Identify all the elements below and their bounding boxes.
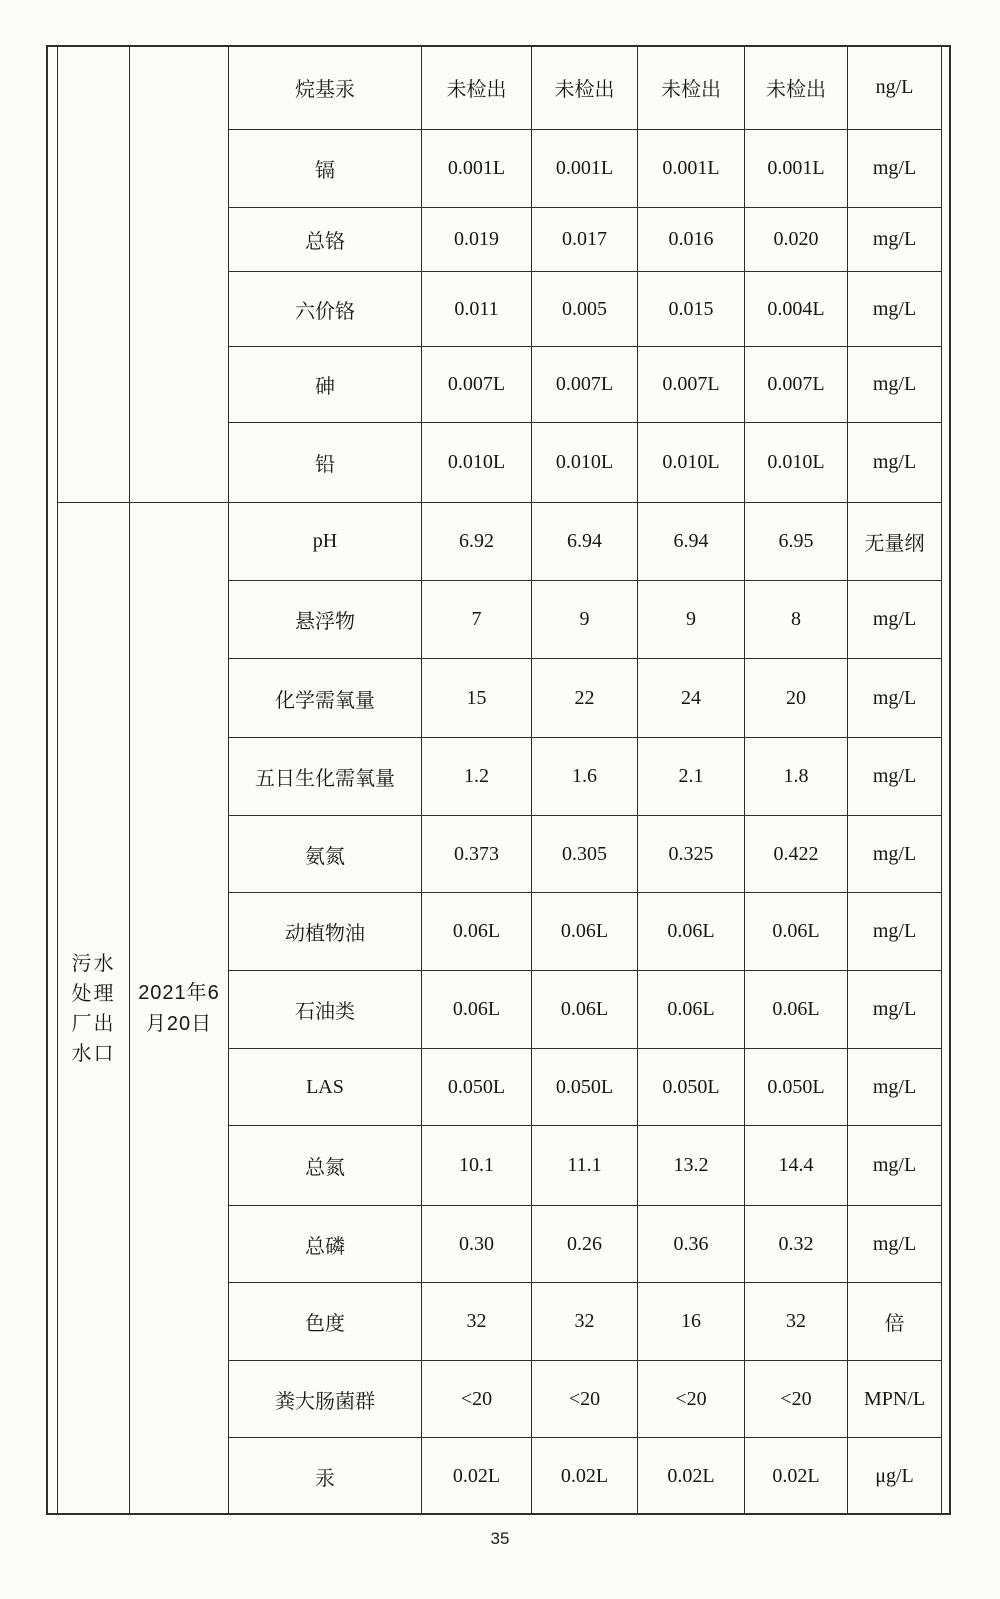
value-cell: 0.007L bbox=[422, 347, 532, 423]
value-cell: 15 bbox=[422, 659, 532, 738]
value-cell: 9 bbox=[638, 581, 745, 659]
value-cell: 0.004L bbox=[745, 272, 848, 347]
value-cell: 10.1 bbox=[422, 1126, 532, 1206]
unit-cell: 倍 bbox=[848, 1283, 942, 1361]
value-cell: 0.005 bbox=[532, 272, 638, 347]
param-cell: 色度 bbox=[229, 1283, 422, 1361]
value-cell: 11.1 bbox=[532, 1126, 638, 1206]
table-row bbox=[58, 503, 942, 581]
value-cell: 0.011 bbox=[422, 272, 532, 347]
param-cell: 总氮 bbox=[229, 1126, 422, 1206]
site-label: 污水处理厂出水口 bbox=[71, 952, 116, 1065]
value-cell: 0.019 bbox=[422, 208, 532, 272]
value-cell: 0.050L bbox=[638, 1049, 745, 1126]
unit-cell: mg/L bbox=[848, 659, 942, 738]
value-cell: 0.32 bbox=[745, 1206, 848, 1283]
param-cell: 五日生化需氧量 bbox=[229, 738, 422, 816]
unit-cell: mg/L bbox=[848, 347, 942, 423]
value-cell: 14.4 bbox=[745, 1126, 848, 1206]
unit-cell: mg/L bbox=[848, 816, 942, 893]
param-cell: 铅 bbox=[229, 423, 422, 503]
value-cell: 0.02L bbox=[745, 1438, 848, 1515]
value-cell: 0.06L bbox=[422, 893, 532, 971]
value-cell: 0.06L bbox=[745, 971, 848, 1049]
value-cell: 0.050L bbox=[745, 1049, 848, 1126]
value-cell: 0.06L bbox=[422, 971, 532, 1049]
value-cell: 0.02L bbox=[422, 1438, 532, 1515]
param-cell: 镉 bbox=[229, 130, 422, 208]
unit-cell: μg/L bbox=[848, 1438, 942, 1515]
value-cell: 8 bbox=[745, 581, 848, 659]
value-cell: 22 bbox=[532, 659, 638, 738]
value-cell: 0.06L bbox=[745, 893, 848, 971]
site-cell bbox=[58, 503, 130, 1515]
unit-cell: mg/L bbox=[848, 1049, 942, 1126]
value-cell: 7 bbox=[422, 581, 532, 659]
value-cell: 6.94 bbox=[532, 503, 638, 581]
unit-cell: mg/L bbox=[848, 272, 942, 347]
param-cell: 总磷 bbox=[229, 1206, 422, 1283]
value-cell: 6.92 bbox=[422, 503, 532, 581]
param-cell: LAS bbox=[229, 1049, 422, 1126]
unit-cell: mg/L bbox=[848, 971, 942, 1049]
value-cell: 0.36 bbox=[638, 1206, 745, 1283]
value-cell: 0.017 bbox=[532, 208, 638, 272]
param-cell: 石油类 bbox=[229, 971, 422, 1049]
value-cell: 未检出 bbox=[745, 46, 848, 130]
value-cell: 1.2 bbox=[422, 738, 532, 816]
value-cell: 0.007L bbox=[638, 347, 745, 423]
value-cell: 0.001L bbox=[422, 130, 532, 208]
value-cell: 0.001L bbox=[638, 130, 745, 208]
value-cell: 2.1 bbox=[638, 738, 745, 816]
value-cell: 0.02L bbox=[638, 1438, 745, 1515]
value-cell: <20 bbox=[638, 1361, 745, 1438]
param-cell: 粪大肠菌群 bbox=[229, 1361, 422, 1438]
value-cell: 0.26 bbox=[532, 1206, 638, 1283]
unit-cell: mg/L bbox=[848, 1206, 942, 1283]
unit-cell: 无量纲 bbox=[848, 503, 942, 581]
value-cell: 1.6 bbox=[532, 738, 638, 816]
value-cell: 0.06L bbox=[532, 971, 638, 1049]
value-cell: 0.001L bbox=[745, 130, 848, 208]
value-cell: 0.373 bbox=[422, 816, 532, 893]
value-cell: 0.422 bbox=[745, 816, 848, 893]
unit-cell: mg/L bbox=[848, 423, 942, 503]
value-cell: 0.016 bbox=[638, 208, 745, 272]
site-cell bbox=[58, 46, 130, 503]
param-cell: 烷基汞 bbox=[229, 46, 422, 130]
unit-cell: mg/L bbox=[848, 581, 942, 659]
date-cell bbox=[130, 46, 229, 503]
value-cell: <20 bbox=[532, 1361, 638, 1438]
value-cell: 0.007L bbox=[532, 347, 638, 423]
value-cell: 1.8 bbox=[745, 738, 848, 816]
value-cell: 未检出 bbox=[422, 46, 532, 130]
value-cell: 0.001L bbox=[532, 130, 638, 208]
water-quality-table bbox=[57, 45, 942, 1515]
value-cell: 未检出 bbox=[532, 46, 638, 130]
value-cell: 未检出 bbox=[638, 46, 745, 130]
value-cell: 0.06L bbox=[638, 971, 745, 1049]
value-cell: 0.007L bbox=[745, 347, 848, 423]
value-cell: 0.06L bbox=[532, 893, 638, 971]
unit-cell: mg/L bbox=[848, 130, 942, 208]
unit-cell: mg/L bbox=[848, 208, 942, 272]
table-row bbox=[58, 46, 942, 130]
value-cell: 20 bbox=[745, 659, 848, 738]
value-cell: 0.325 bbox=[638, 816, 745, 893]
value-cell: 0.010L bbox=[422, 423, 532, 503]
value-cell: 13.2 bbox=[638, 1126, 745, 1206]
param-cell: 汞 bbox=[229, 1438, 422, 1515]
value-cell: 0.050L bbox=[532, 1049, 638, 1126]
unit-cell: MPN/L bbox=[848, 1361, 942, 1438]
value-cell: 16 bbox=[638, 1283, 745, 1361]
param-cell: 砷 bbox=[229, 347, 422, 423]
param-cell: 总铬 bbox=[229, 208, 422, 272]
value-cell: 0.020 bbox=[745, 208, 848, 272]
value-cell: 0.30 bbox=[422, 1206, 532, 1283]
param-cell: 化学需氧量 bbox=[229, 659, 422, 738]
value-cell: 0.015 bbox=[638, 272, 745, 347]
unit-cell: mg/L bbox=[848, 1126, 942, 1206]
date-label: 2021年6月20日 bbox=[138, 981, 220, 1035]
value-cell: 9 bbox=[532, 581, 638, 659]
value-cell: 0.02L bbox=[532, 1438, 638, 1515]
value-cell: 32 bbox=[745, 1283, 848, 1361]
unit-cell: mg/L bbox=[848, 893, 942, 971]
value-cell: 0.305 bbox=[532, 816, 638, 893]
page-number: 35 bbox=[490, 1529, 510, 1548]
unit-cell: ng/L bbox=[848, 46, 942, 130]
param-cell: 氨氮 bbox=[229, 816, 422, 893]
value-cell: 0.010L bbox=[532, 423, 638, 503]
value-cell: 32 bbox=[422, 1283, 532, 1361]
value-cell: 0.010L bbox=[745, 423, 848, 503]
param-cell: 动植物油 bbox=[229, 893, 422, 971]
value-cell: 6.95 bbox=[745, 503, 848, 581]
value-cell: 6.94 bbox=[638, 503, 745, 581]
value-cell: 0.06L bbox=[638, 893, 745, 971]
value-cell: 24 bbox=[638, 659, 745, 738]
date-cell bbox=[130, 503, 229, 1515]
value-cell: 0.010L bbox=[638, 423, 745, 503]
value-cell: 0.050L bbox=[422, 1049, 532, 1126]
value-cell: 32 bbox=[532, 1283, 638, 1361]
param-cell: 六价铬 bbox=[229, 272, 422, 347]
param-cell: pH bbox=[229, 503, 422, 581]
unit-cell: mg/L bbox=[848, 738, 942, 816]
value-cell: <20 bbox=[422, 1361, 532, 1438]
value-cell: <20 bbox=[745, 1361, 848, 1438]
param-cell: 悬浮物 bbox=[229, 581, 422, 659]
